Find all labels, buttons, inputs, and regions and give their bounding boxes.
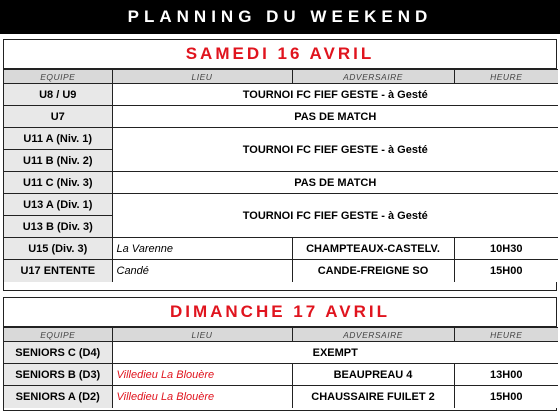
table-row	[4, 342, 558, 364]
info-cell: TOURNOI FC FIEF GESTE - à Gesté	[112, 84, 558, 106]
adversaire-cell: CANDE-FREIGNE SO	[292, 260, 454, 282]
team-cell: U13 B (Div. 3)	[4, 216, 112, 238]
table-row	[4, 172, 558, 194]
col-header-lieu: LIEU	[112, 70, 292, 84]
sunday-section	[3, 297, 557, 411]
sunday-day-label: DIMANCHE 17 AVRIL	[4, 298, 556, 327]
col-header-equipe: EQUIPE	[4, 328, 112, 342]
team-cell: SENIORS B (D3)	[4, 364, 112, 386]
table-row	[4, 238, 558, 260]
adversaire-cell: CHAUSSAIRE FUILET 2	[292, 386, 454, 408]
lieu-cell: Villedieu La Blouère	[112, 364, 292, 386]
table-row	[4, 128, 558, 150]
col-header-adversaire: ADVERSAIRE	[292, 328, 454, 342]
col-header-adversaire: ADVERSAIRE	[292, 70, 454, 84]
table-row	[4, 364, 558, 386]
table-row	[4, 260, 558, 282]
table-row	[4, 106, 558, 128]
saturday-header-row	[4, 70, 558, 84]
heure-cell: 15H00	[454, 260, 558, 282]
heure-cell: 10H30	[454, 238, 558, 260]
col-header-lieu: LIEU	[112, 328, 292, 342]
team-cell: U17 ENTENTE	[4, 260, 112, 282]
team-cell: U11 B (Niv. 2)	[4, 150, 112, 172]
col-header-heure: HEURE	[454, 70, 558, 84]
saturday-table	[4, 69, 558, 282]
heure-cell: 13H00	[454, 364, 558, 386]
page-title: PLANNING DU WEEKEND	[0, 0, 560, 34]
team-cell: U11 A (Niv. 1)	[4, 128, 112, 150]
info-cell: EXEMPT	[112, 342, 558, 364]
team-cell: U11 C (Niv. 3)	[4, 172, 112, 194]
col-header-equipe: EQUIPE	[4, 70, 112, 84]
info-cell: PAS DE MATCH	[112, 106, 558, 128]
lieu-cell: Villedieu La Blouère	[112, 386, 292, 408]
team-cell: SENIORS A (D2)	[4, 386, 112, 408]
team-cell: U15 (Div. 3)	[4, 238, 112, 260]
team-cell: U8 / U9	[4, 84, 112, 106]
heure-cell: 15H00	[454, 386, 558, 408]
team-cell: U13 A (Div. 1)	[4, 194, 112, 216]
table-row	[4, 84, 558, 106]
table-row	[4, 194, 558, 216]
team-cell: U7	[4, 106, 112, 128]
adversaire-cell: BEAUPREAU 4	[292, 364, 454, 386]
adversaire-cell: CHAMPTEAUX-CASTELV.	[292, 238, 454, 260]
team-cell: SENIORS C (D4)	[4, 342, 112, 364]
lieu-cell: La Varenne	[112, 238, 292, 260]
sunday-table	[4, 327, 558, 408]
col-header-heure: HEURE	[454, 328, 558, 342]
table-row	[4, 386, 558, 408]
saturday-day-label: SAMEDI 16 AVRIL	[4, 40, 556, 69]
info-cell: TOURNOI FC FIEF GESTE - à Gesté	[112, 128, 558, 172]
saturday-section	[3, 39, 557, 291]
lieu-cell: Candé	[112, 260, 292, 282]
info-cell: PAS DE MATCH	[112, 172, 558, 194]
sunday-header-row	[4, 328, 558, 342]
info-cell: TOURNOI FC FIEF GESTE - à Gesté	[112, 194, 558, 238]
